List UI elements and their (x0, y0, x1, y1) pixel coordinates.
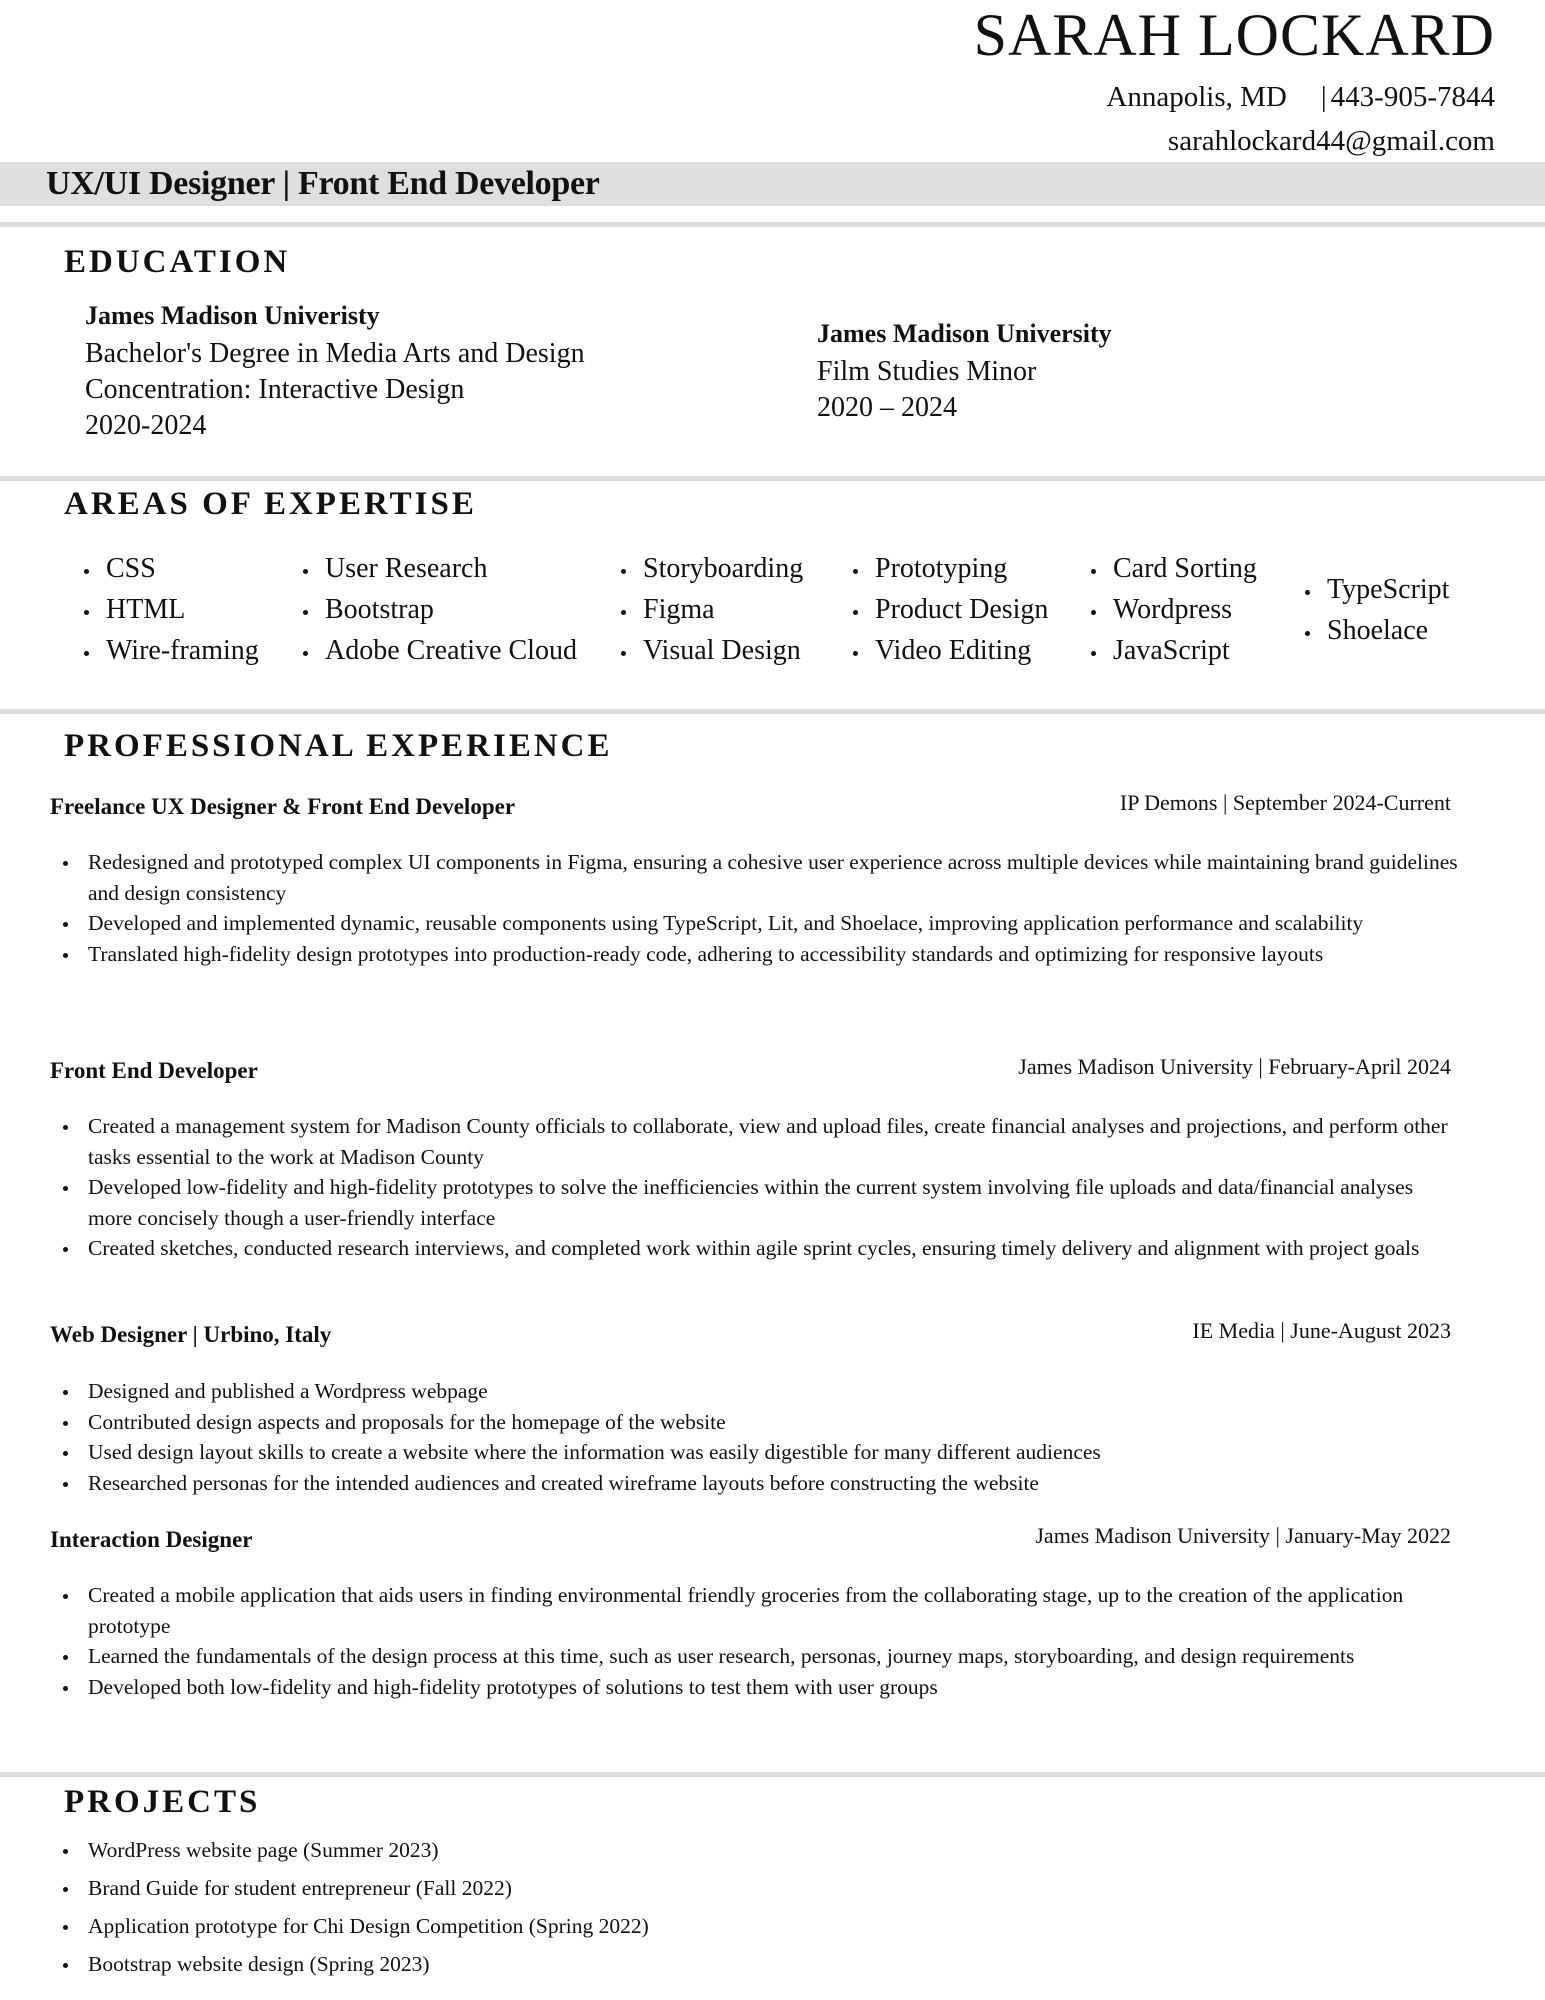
project-item: WordPress website page (Summer 2023) (50, 1831, 1460, 1869)
location: Annapolis, MD (1106, 81, 1287, 113)
skill-item: Wordpress (1087, 589, 1257, 630)
skill-column (617, 548, 803, 671)
job-bullet: Researched personas for the intended audiences and created wireframe layouts before constructing the website (50, 1468, 1460, 1499)
job-title: Front End Developer (50, 1058, 258, 1083)
skill-item: Wire-framing (80, 630, 259, 671)
school-name: James Madison University (817, 319, 1112, 348)
job-company-dates: IE Media | June-August 2023 (1192, 1318, 1451, 1343)
job-bullet: Created a management system for Madison County officials to collaborate, view and upload files, create financial analyses and projections, and perform other tasks essential to the work at Madison County (50, 1111, 1460, 1172)
phone-number: 443-905-7844 (1330, 81, 1495, 113)
degree-dates: 2020-2024 (85, 410, 207, 441)
separator: | (1320, 81, 1327, 113)
skill-item: Visual Design (617, 630, 803, 671)
section-divider (0, 1772, 1545, 1777)
projects-heading: PROJECTS (64, 1784, 261, 1820)
expertise-heading: AREAS OF EXPERTISE (64, 486, 477, 522)
job-bullet: Created sketches, conducted research interviews, and completed work within agile sprint cycles, ensuring timely delivery and alignment with project goals (50, 1233, 1460, 1264)
job-bullet: Created a mobile application that aids users in finding environmental friendly groceries from the collaborating stage, up to the creation of the application prototype (50, 1580, 1460, 1641)
job-bullets (50, 1376, 1460, 1498)
job-bullets (50, 1580, 1460, 1702)
skill-column (299, 548, 577, 671)
job-bullet: Developed and implemented dynamic, reusable components using TypeScript, Lit, and Shoelace, improving application performance and scalability (50, 908, 1460, 939)
skill-column (849, 548, 1048, 671)
skill-item: HTML (80, 589, 259, 630)
job-bullet: Developed low-fidelity and high-fidelity prototypes to solve the inefficiencies within the current system involving file uploads and data/financial analyses more concisely though a user-friendly interface (50, 1172, 1460, 1233)
headline-bar (0, 162, 1545, 206)
job-company-dates: James Madison University | January-May 2022 (1035, 1523, 1451, 1548)
job-bullet: Translated high-fidelity design prototypes into production-ready code, adhering to accessibility standards and optimizing for responsive layouts (50, 939, 1460, 970)
job-bullets (50, 847, 1460, 969)
skill-item: Prototyping (849, 548, 1048, 589)
skill-item: TypeScript (1301, 569, 1449, 610)
job-bullet: Designed and published a Wordpress webpage (50, 1376, 1460, 1407)
job-bullet: Learned the fundamentals of the design process at this time, such as user research, personas, journey maps, storyboarding, and design requirements (50, 1641, 1460, 1672)
job-bullet: Redesigned and prototyped complex UI components in Figma, ensuring a cohesive user experience across multiple devices while maintaining brand guidelines and design consistency (50, 847, 1460, 908)
section-divider (0, 222, 1545, 227)
education-entry (817, 318, 1112, 426)
job-title: Web Designer | Urbino, Italy (50, 1322, 332, 1347)
job-company-dates: IP Demons | September 2024-Current (1119, 790, 1451, 815)
school-name: James Madison Univeristy (85, 301, 380, 330)
job-bullet: Used design layout skills to create a website where the information was easily digestible for many different audiences (50, 1437, 1460, 1468)
skill-item: Card Sorting (1087, 548, 1257, 589)
job-bullet: Developed both low-fidelity and high-fidelity prototypes of solutions to test them with user groups (50, 1672, 1460, 1703)
skill-item: Product Design (849, 589, 1048, 630)
section-divider (0, 476, 1545, 481)
degree-line: Film Studies Minor (817, 356, 1037, 387)
skill-item: Shoelace (1301, 610, 1449, 651)
skill-item: Video Editing (849, 630, 1048, 671)
contact-location-phone (1106, 80, 1495, 114)
email-address: sarahlockard44@gmail.com (1167, 125, 1495, 157)
project-item: Bootstrap website design (Spring 2023) (50, 1945, 1460, 1983)
education-heading: EDUCATION (64, 244, 291, 280)
experience-heading: PROFESSIONAL EXPERIENCE (64, 728, 613, 764)
job-title: Interaction Designer (50, 1527, 253, 1552)
skill-item: Bootstrap (299, 589, 577, 630)
candidate-name: SARAH LOCKARD (973, 2, 1495, 68)
skill-column (1301, 569, 1449, 651)
job-bullets (50, 1111, 1460, 1264)
skill-item: Adobe Creative Cloud (299, 630, 577, 671)
job-company-dates: James Madison University | February-April 2024 (1018, 1054, 1451, 1079)
job-bullet: Contributed design aspects and proposals for the homepage of the website (50, 1407, 1460, 1438)
job-title: Freelance UX Designer & Front End Developer (50, 794, 516, 819)
skill-item: CSS (80, 548, 259, 589)
degree-line: Concentration: Interactive Design (85, 374, 465, 405)
skill-item: JavaScript (1087, 630, 1257, 671)
education-entry (85, 300, 585, 444)
project-item: Application prototype for Chi Design Competition (Spring 2022) (50, 1907, 1460, 1945)
skill-column (1087, 548, 1257, 671)
skill-item: Figma (617, 589, 803, 630)
section-divider (0, 709, 1545, 714)
project-item: Brand Guide for student entrepreneur (Fall 2022) (50, 1869, 1460, 1907)
degree-line: Bachelor's Degree in Media Arts and Design (85, 338, 585, 369)
skill-column (80, 548, 259, 671)
project-list (50, 1831, 1460, 1983)
skill-item: Storyboarding (617, 548, 803, 589)
headline-title: UX/UI Designer | Front End Developer (46, 165, 600, 202)
degree-dates: 2020 – 2024 (817, 392, 957, 423)
skill-item: User Research (299, 548, 577, 589)
